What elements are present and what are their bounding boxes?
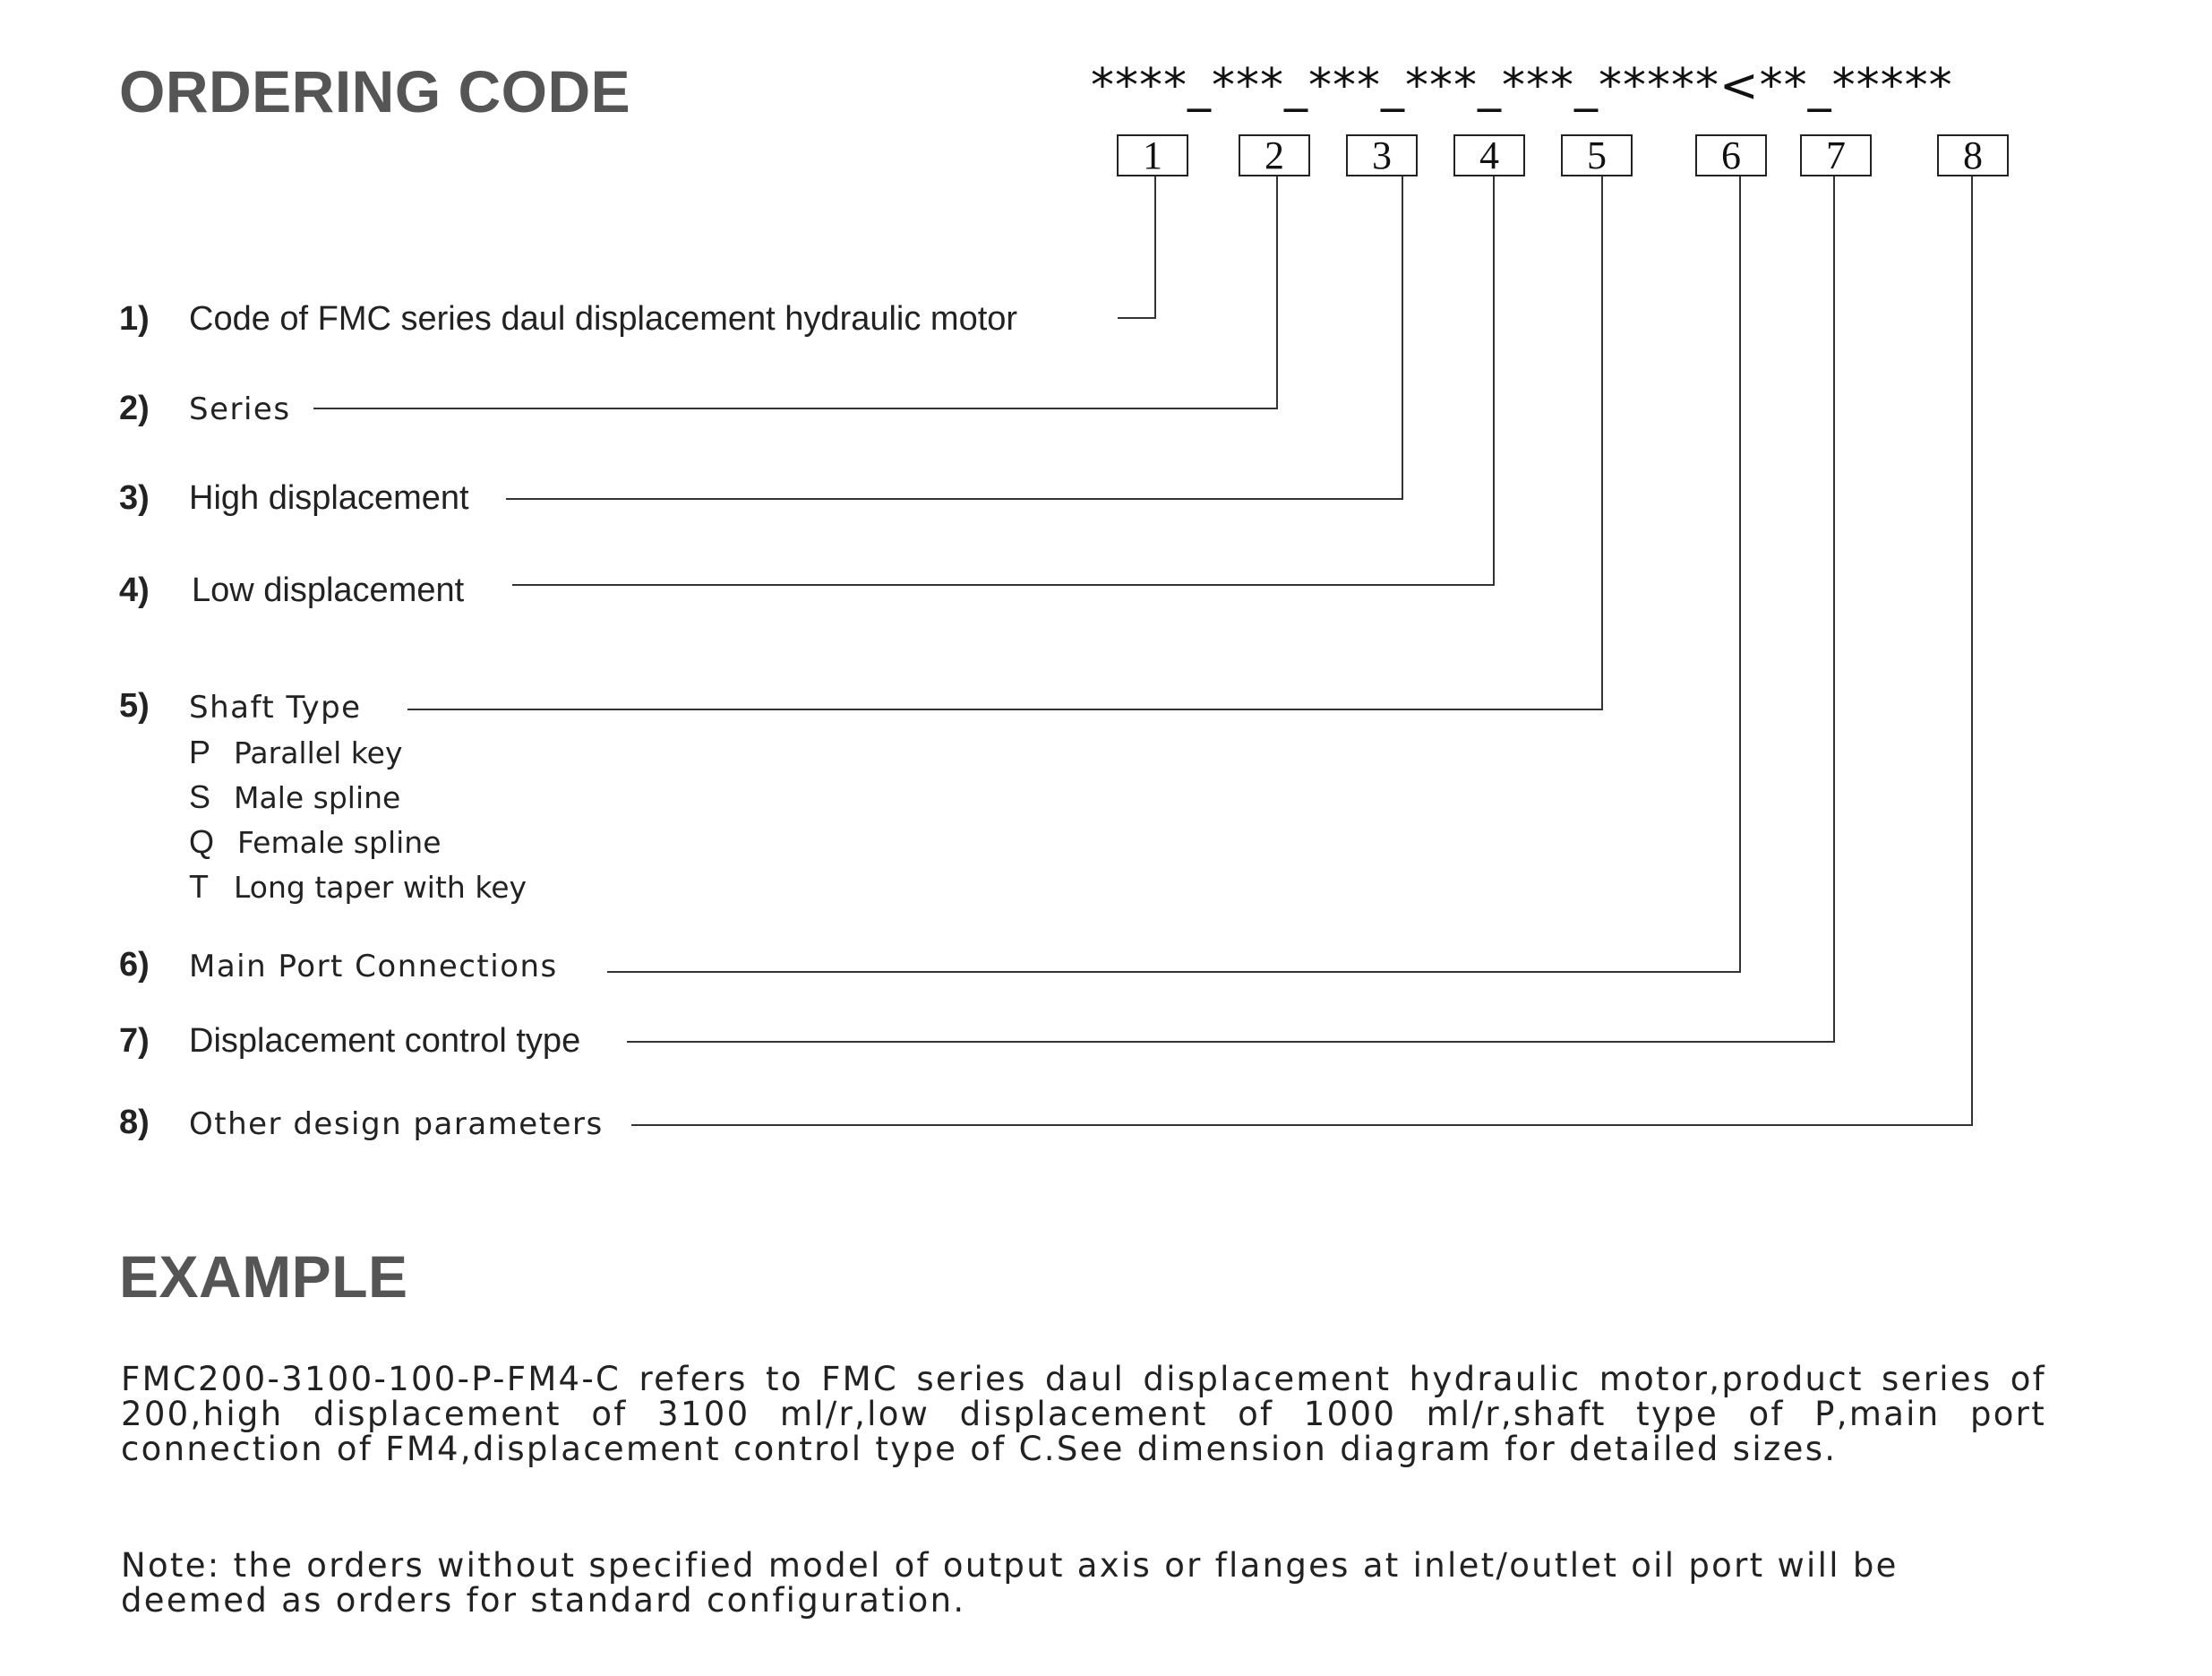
ordering-code-heading: ORDERING CODE: [119, 58, 631, 125]
item-label-5: Shaft Type: [189, 690, 362, 726]
leader-line-4: [512, 176, 1494, 585]
item-number-8: 8): [119, 1104, 150, 1141]
item-number-4: 4): [119, 572, 150, 609]
item-label-4: Low displacement: [192, 572, 465, 609]
shaft-type-label-p: Parallel key: [234, 735, 403, 770]
leader-line-5: [407, 176, 1602, 709]
code-box-8: 8: [1937, 134, 2009, 176]
ordering-code-pattern: ****_***_***_***_***_*****<**_*****: [1091, 59, 1953, 113]
shaft-type-code-q: Q: [189, 823, 215, 860]
item-number-2: 2): [119, 390, 150, 427]
leader-line-3: [506, 176, 1402, 499]
code-box-5: 5: [1561, 134, 1633, 176]
item-number-3: 3): [119, 479, 150, 517]
code-box-7: 7: [1800, 134, 1872, 176]
item-label-8: Other design parameters: [189, 1106, 604, 1142]
item-label-7: Displacement control type: [189, 1022, 581, 1060]
code-box-6: 6: [1695, 134, 1767, 176]
shaft-type-code-p: P: [189, 734, 211, 770]
shaft-type-label-s: Male spline: [234, 780, 401, 815]
note-text: Note: the orders without specified model of output axis or flanges at inlet/outlet oil port will be deemed as orders for standard configuration.: [121, 1546, 1899, 1620]
item-number-6: 6): [119, 946, 150, 984]
code-box-3: 3: [1346, 134, 1418, 176]
item-number-5: 5): [119, 687, 150, 725]
item-label-6: Main Port Connections: [189, 949, 558, 984]
code-box-4: 4: [1453, 134, 1525, 176]
shaft-type-code-t: T: [189, 868, 209, 905]
leader-line-2: [313, 176, 1277, 408]
example-text: FMC200-3100-100-P-FM4-C refers to FMC series daul displacement hydraulic motor,product series of 200,high displacement of 3100 ml/r,low displacement of 1000 ml/r,shaft type of P,main port connection of FM4,displacement control type of C.See dimension diagram for detailed sizes.: [121, 1360, 2046, 1468]
leader-line-6: [607, 176, 1740, 972]
item-number-7: 7): [119, 1022, 150, 1060]
item-label-2: Series: [189, 391, 291, 427]
item-label-3: High displacement: [189, 479, 469, 517]
code-box-1: 1: [1117, 134, 1188, 176]
shaft-type-code-s: S: [189, 778, 211, 815]
leader-line-1: [1118, 176, 1155, 318]
example-heading: EXAMPLE: [119, 1243, 408, 1310]
item-label-1: Code of FMC series daul displacement hydraulic motor: [189, 300, 1018, 338]
item-number-1: 1): [119, 300, 150, 338]
shaft-type-label-q: Female spline: [237, 825, 442, 860]
code-box-2: 2: [1239, 134, 1310, 176]
shaft-type-label-t: Long taper with key: [234, 870, 527, 905]
